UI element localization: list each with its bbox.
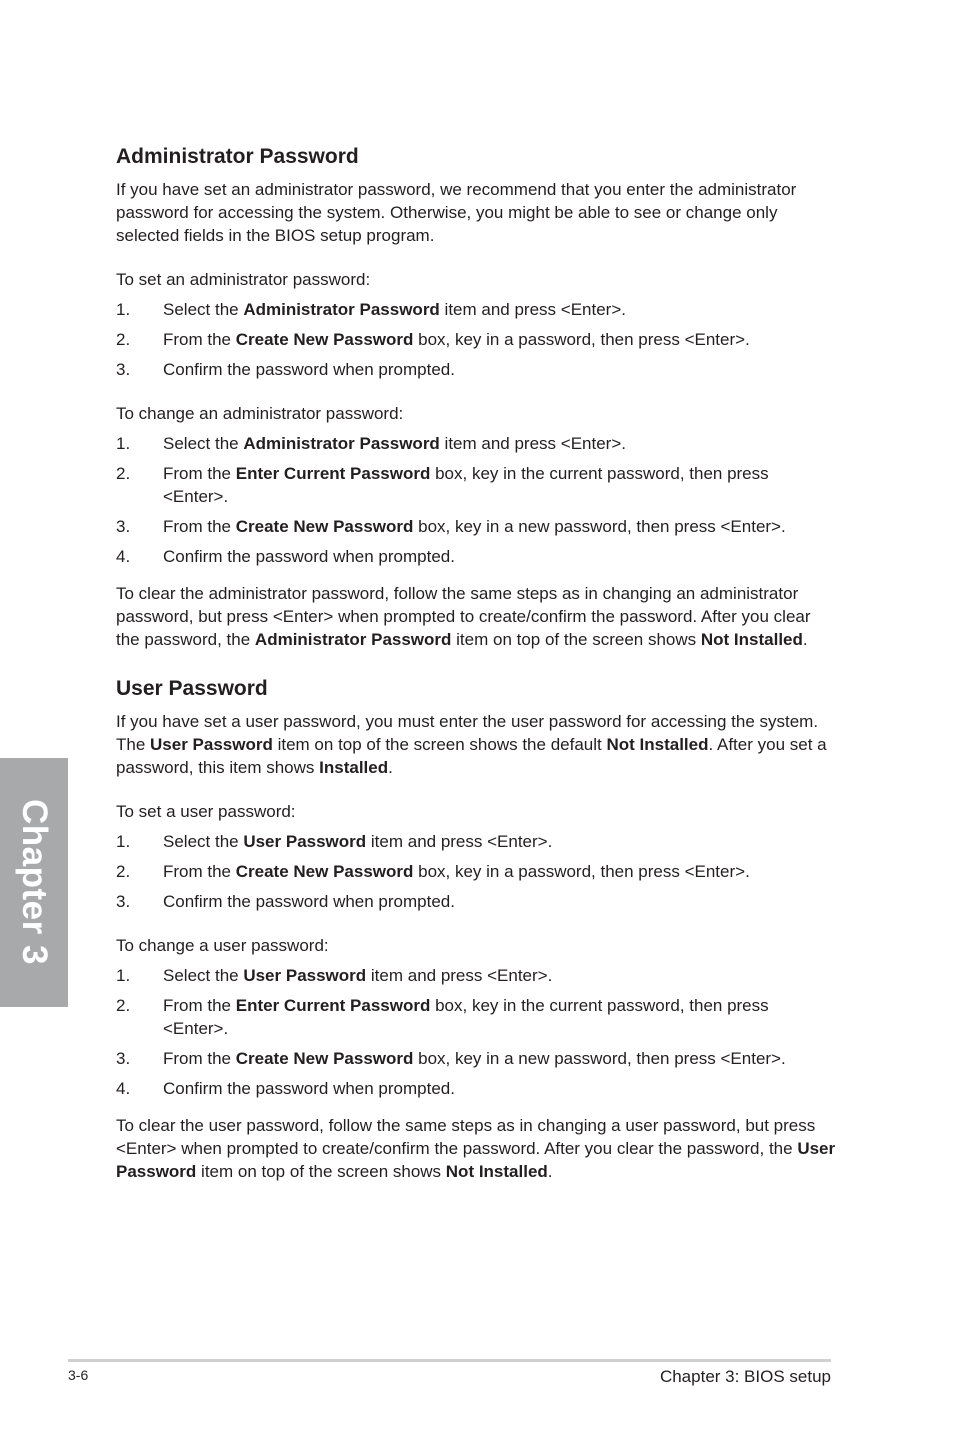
closing-paragraph (116, 582, 836, 651)
text-run: Confirm the password when prompted. (163, 1079, 455, 1098)
bold-term: Not Installed (700, 630, 803, 649)
step-text (163, 298, 836, 321)
step-text (163, 545, 836, 568)
step-item (116, 545, 836, 568)
step-number: 1. (116, 434, 131, 453)
step-list (116, 298, 836, 381)
text-run: Confirm the password when prompted. (163, 547, 455, 566)
text-run: item and press <Enter>. (366, 966, 553, 985)
text-run: item and press <Enter>. (439, 300, 626, 319)
step-item (116, 358, 836, 381)
text-run: . (388, 758, 393, 777)
text-run: Select the (163, 832, 244, 851)
step-text (163, 1047, 836, 1070)
step-number: 1. (116, 300, 131, 319)
step-text (163, 358, 836, 381)
step-item (116, 432, 836, 455)
bold-term: Create New Password (235, 1049, 414, 1068)
step-number: 3. (116, 1049, 131, 1068)
text-run: box, key in a password, then press <Enter>. (413, 862, 750, 881)
footer-page-number: 3-6 (68, 1367, 89, 1383)
procedure-intro: To change an administrator password: (116, 404, 404, 423)
bold-term: Installed (319, 758, 389, 777)
text-run: If you have set a user password, you must enter the user password for accessing the system. The (116, 712, 819, 754)
chapter-side-tab (0, 758, 68, 1007)
intro-paragraph (116, 178, 836, 247)
step-number: 2. (116, 996, 131, 1015)
chapter-tab-label: Chapter 3 (15, 799, 54, 965)
text-run: Select the (163, 966, 244, 985)
text-run: box, key in the current password, then press <Enter>. (163, 996, 769, 1038)
text-run: . (547, 1162, 553, 1181)
footer-chapter-title: Chapter 3: BIOS setup (659, 1367, 831, 1386)
step-list (116, 432, 836, 568)
text-run: box, key in a new password, then press <Enter>. (413, 1049, 786, 1068)
bold-term: Enter Current Password (235, 464, 431, 483)
text-run: Confirm the password when prompted. (163, 892, 455, 911)
step-number: 3. (116, 892, 131, 911)
bold-term: User Password (150, 735, 273, 754)
text-run: item on top of the screen shows the default (272, 735, 607, 754)
step-number: 3. (116, 360, 131, 379)
step-number: 2. (116, 330, 131, 349)
procedure-intro: To set a user password: (116, 802, 296, 821)
bold-term: User Password (116, 1139, 836, 1181)
text-run: Select the (163, 434, 244, 453)
step-number: 2. (116, 464, 131, 483)
text-run: To clear the administrator password, follow the same steps as in changing an administrator password, but press <Enter> when prompted to create/confirm the password. After you clear the password, the (116, 584, 811, 649)
procedure-intro: To change a user password: (116, 936, 329, 955)
text-run: To clear the user password, follow the same steps as in changing a user password, but press <Enter> when prompted to create/confirm the password. After you clear the password, the (116, 1116, 816, 1158)
step-item (116, 1077, 836, 1100)
step-list (116, 830, 836, 913)
step-item (116, 860, 836, 883)
text-run: box, key in the current password, then press <Enter>. (163, 464, 769, 506)
footer-divider (68, 1359, 831, 1362)
step-text (163, 964, 836, 987)
section-heading: User Password (116, 677, 268, 700)
step-number: 4. (116, 1079, 131, 1098)
step-item (116, 1047, 836, 1070)
step-item (116, 964, 836, 987)
text-run: item on top of the screen shows (451, 630, 701, 649)
step-text (163, 830, 836, 853)
text-run: From the (163, 1049, 236, 1068)
bold-term: Not Installed (445, 1162, 548, 1181)
step-item (116, 830, 836, 853)
text-run: If you have set an administrator password, we recommend that you enter the administrator password for accessing the system. Otherwise, you might be able to see or change only selected fields in the BIOS setup program. (116, 180, 797, 245)
intro-paragraph (116, 710, 836, 779)
step-text (163, 462, 836, 508)
text-run: From the (163, 330, 236, 349)
step-text (163, 432, 836, 455)
step-item (116, 890, 836, 913)
bold-term: User Password (243, 966, 367, 985)
text-run: box, key in a password, then press <Enter>. (413, 330, 750, 349)
bold-term: Administrator Password (243, 300, 440, 319)
step-item (116, 515, 836, 538)
bold-term: Create New Password (235, 517, 414, 536)
text-run: From the (163, 517, 236, 536)
text-run: Confirm the password when prompted. (163, 360, 455, 379)
section-user-password (116, 675, 836, 1183)
bold-term: Administrator Password (243, 434, 440, 453)
step-number: 4. (116, 547, 131, 566)
section-heading: Administrator Password (116, 145, 359, 168)
bold-term: User Password (243, 832, 367, 851)
page-content (116, 143, 836, 1183)
step-text (163, 890, 836, 913)
step-text (163, 860, 836, 883)
step-list (116, 964, 836, 1100)
text-run: . (802, 630, 808, 649)
step-text (163, 515, 836, 538)
bold-term: Administrator Password (254, 630, 452, 649)
procedure-intro: To set an administrator password: (116, 270, 371, 289)
text-run: item and press <Enter>. (439, 434, 626, 453)
bold-term: Not Installed (606, 735, 709, 754)
text-run: From the (163, 996, 236, 1015)
step-item (116, 462, 836, 508)
closing-paragraph (116, 1114, 836, 1183)
step-item (116, 328, 836, 351)
step-number: 1. (116, 966, 131, 985)
step-number: 1. (116, 832, 131, 851)
text-run: Select the (163, 300, 244, 319)
text-run: box, key in a new password, then press <Enter>. (413, 517, 786, 536)
step-number: 3. (116, 517, 131, 536)
text-run: From the (163, 862, 236, 881)
bold-term: Create New Password (235, 330, 414, 349)
step-number: 2. (116, 862, 131, 881)
bold-term: Create New Password (235, 862, 414, 881)
step-item (116, 298, 836, 321)
step-text (163, 1077, 836, 1100)
bold-term: Enter Current Password (235, 996, 431, 1015)
section-administrator-password (116, 143, 836, 651)
text-run: From the (163, 464, 236, 483)
text-run: item and press <Enter>. (366, 832, 553, 851)
step-text (163, 994, 836, 1040)
step-item (116, 994, 836, 1040)
text-run: item on top of the screen shows (196, 1162, 446, 1181)
text-run: . After you set a password, this item shows (116, 735, 827, 777)
step-text (163, 328, 836, 351)
